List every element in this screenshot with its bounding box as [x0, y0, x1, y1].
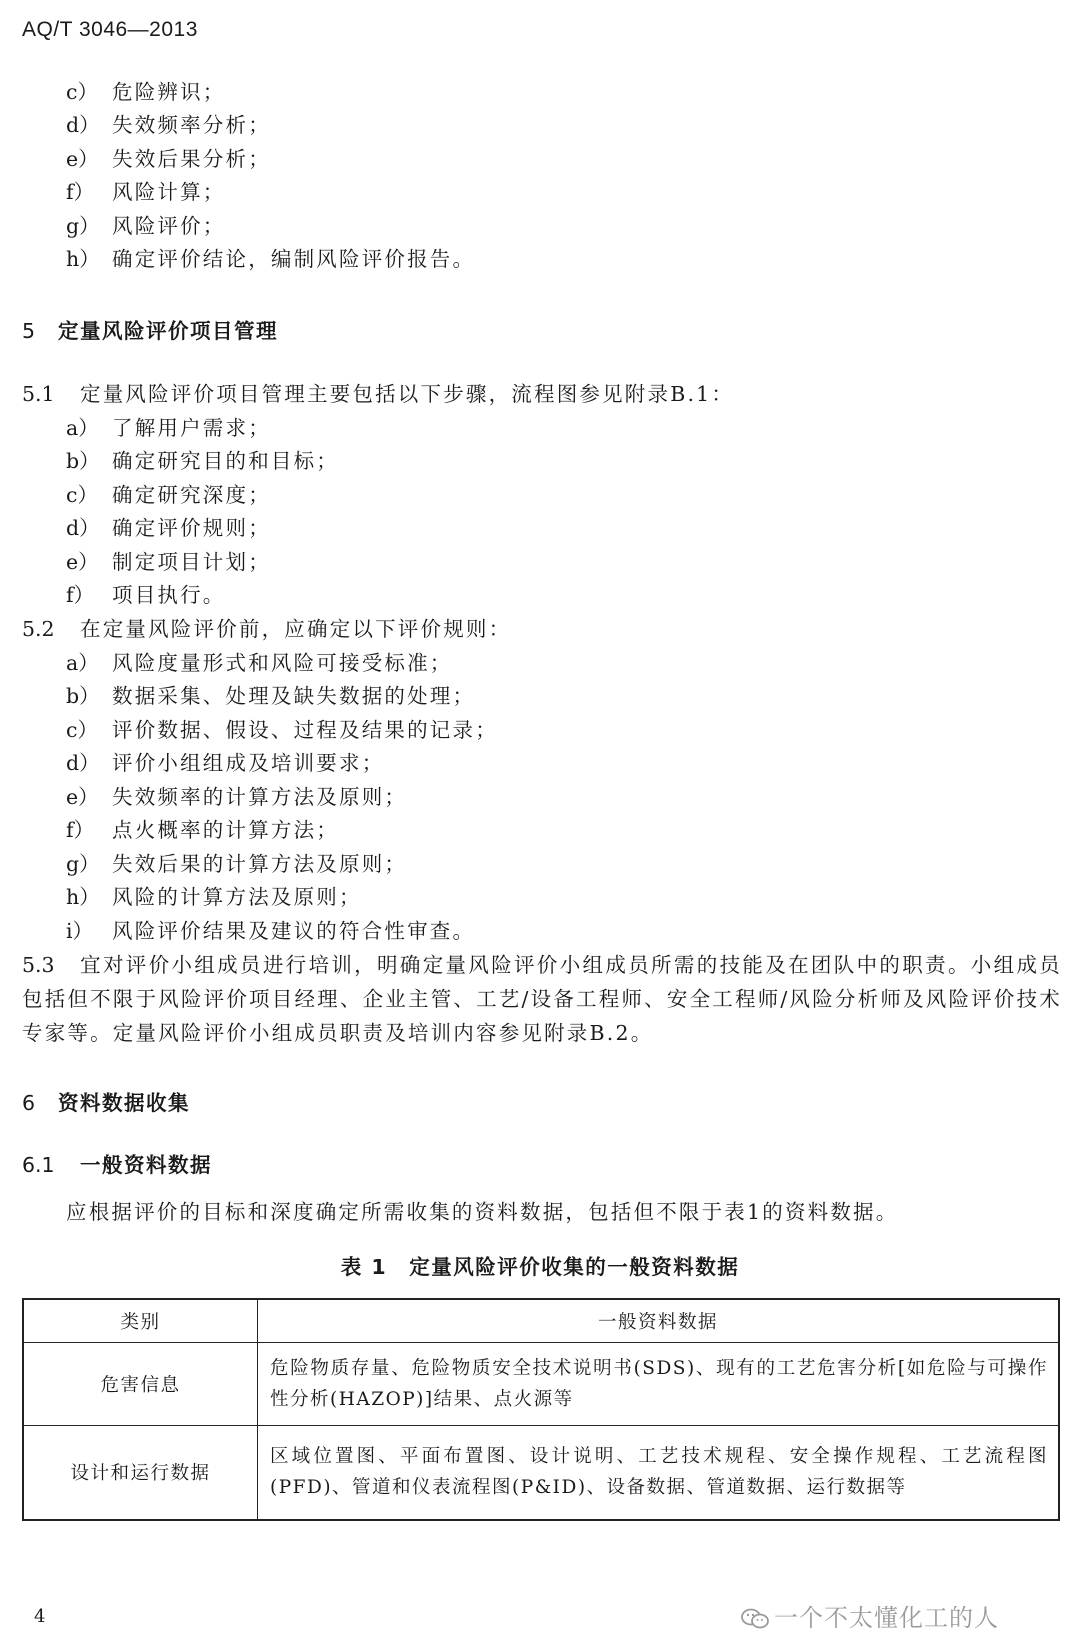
clause-5-2: 5.2 在定量风险评价前，应确定以下评价规则： [22, 617, 512, 641]
page-number: 4 [34, 1606, 46, 1627]
list-item: d） 确定评价规则； [66, 516, 271, 540]
list-item: c） 确定研究深度； [66, 483, 271, 507]
list-item: c） 评价数据、假设、过程及结果的记录； [66, 718, 498, 742]
list-item: f） 风险计算； [66, 180, 226, 204]
list-item: i） 风险评价结果及建议的符合性审查。 [66, 919, 476, 943]
table-header-cell: 一般资料数据 [258, 1299, 1060, 1343]
clause-5-3: 5.3 宜对评价小组成员进行培训，明确定量风险评价小组成员所需的技能及在团队中的职责。小组成员包括但不限于风险评价项目经理、企业主管、工艺/设备工程师、安全工程师/风险分析师及风险评价技术专家等。定量风险评价小组成员职责及培训内容参见附录B.2。 [22, 953, 1062, 1045]
paragraph: 应根据评价的目标和深度确定所需收集的资料数据，包括但不限于表1的资料数据。 [66, 1200, 899, 1224]
watermark [740, 1598, 999, 1633]
table-caption: 表 1 定量风险评价收集的一般资料数据 [340, 1255, 740, 1279]
list-item: b） 确定研究目的和目标； [66, 449, 339, 473]
list-item: h） 风险的计算方法及原则； [66, 885, 362, 909]
list-item: a） 风险度量形式和风险可接受标准； [66, 651, 453, 675]
document-header: AQ/T 3046—2013 [22, 18, 198, 41]
list-item: d） 评价小组组成及培训要求； [66, 751, 385, 775]
table-header-cell: 类别 [23, 1299, 258, 1343]
list-item: a） 了解用户需求； [66, 416, 271, 440]
list-item: e） 失效频率的计算方法及原则； [66, 785, 408, 809]
table-row [23, 1343, 1059, 1426]
table-cell-category: 危害信息 [23, 1343, 258, 1426]
list-item: f） 点火概率的计算方法； [66, 818, 339, 842]
data-table [22, 1298, 1060, 1521]
list-item: b） 数据采集、处理及缺失数据的处理； [66, 684, 476, 708]
list-item: h） 确定评价结论，编制风险评价报告。 [66, 247, 476, 271]
watermark-text: 一个不太懂化工的人 [774, 1604, 999, 1632]
clause-5-1: 5.1 定量风险评价项目管理主要包括以下步骤，流程图参见附录B.1： [22, 382, 735, 406]
list-item: g） 风险评价； [66, 214, 226, 238]
list-item: g） 失效后果的计算方法及原则； [66, 852, 408, 876]
table-header-row [23, 1299, 1059, 1343]
section-heading: 5 定量风险评价项目管理 [22, 319, 278, 343]
table-cell-data: 区域位置图、平面布置图、设计说明、工艺技术规程、安全操作规程、工艺流程图(PFD)、管道和仪表流程图(P&ID)、设备数据、管道数据、运行数据等 [258, 1426, 1060, 1520]
section-heading: 6 资料数据收集 [22, 1091, 190, 1115]
wechat-icon [740, 1607, 770, 1631]
table-row [23, 1426, 1059, 1520]
list-item: e） 制定项目计划； [66, 550, 271, 574]
list-item: d） 失效频率分析； [66, 113, 271, 137]
list-item: f） 项目执行。 [66, 583, 226, 607]
list-item: c） 危险辨识； [66, 80, 226, 104]
subsection-heading: 6.1 一般资料数据 [22, 1153, 212, 1177]
list-item: e） 失效后果分析； [66, 147, 271, 171]
table-cell-data: 危险物质存量、危险物质安全技术说明书(SDS)、现有的工艺危害分析[如危险与可操作性分析(HAZOP)]结果、点火源等 [258, 1343, 1060, 1426]
table-cell-category: 设计和运行数据 [23, 1426, 258, 1520]
